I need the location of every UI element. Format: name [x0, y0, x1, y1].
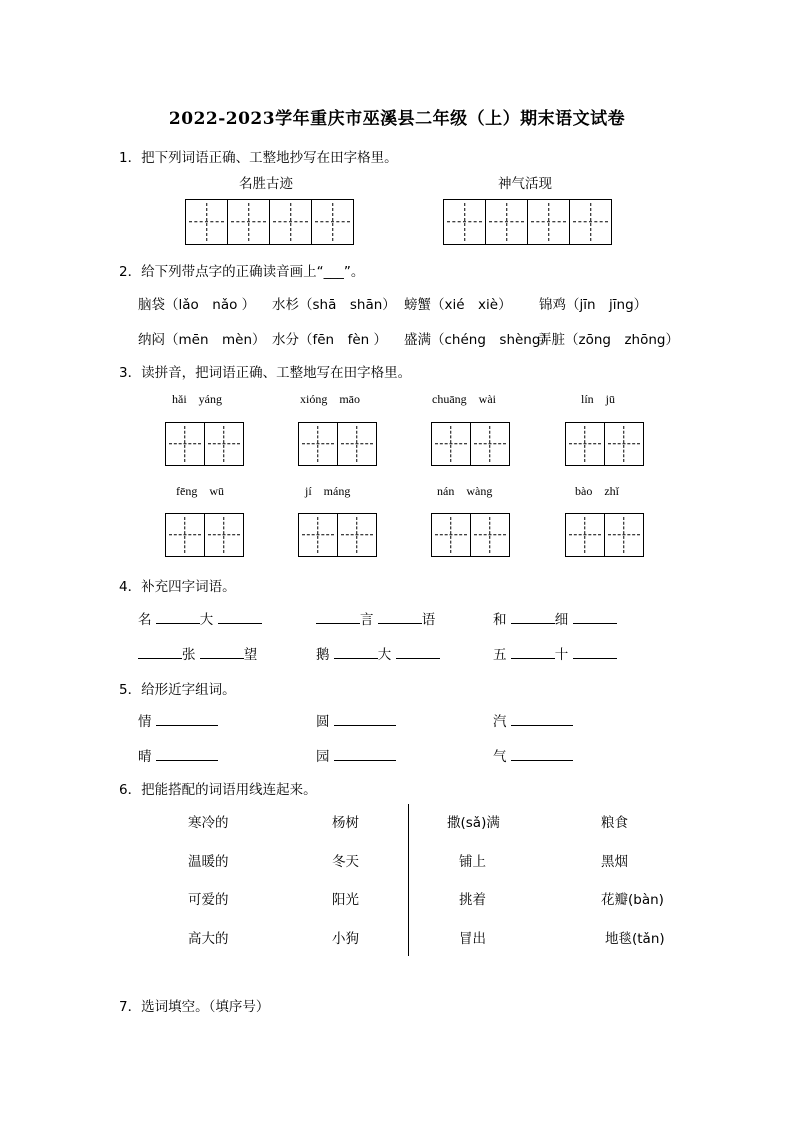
- q5-char-blank[interactable]: [138, 745, 218, 765]
- q4-idiom-blank[interactable]: [138, 608, 262, 628]
- q1-writing-grid-2[interactable]: [443, 199, 612, 245]
- question-5-prompt: 5．给形近字组词。: [119, 682, 236, 698]
- match-word[interactable]: 阳光: [332, 892, 359, 908]
- q3-pinyin: fēng wū: [176, 484, 224, 498]
- q1-writing-grid-1[interactable]: [185, 199, 354, 245]
- q2-item: 脑袋（lǎo nǎo ）: [138, 297, 256, 313]
- question-4-prompt: 4．补充四字词语。: [119, 579, 236, 595]
- q5-char-blank[interactable]: [138, 710, 218, 730]
- q5-char: 气: [493, 749, 507, 765]
- match-word[interactable]: 高大的: [188, 931, 229, 947]
- match-word[interactable]: 寒冷的: [188, 815, 229, 831]
- q5-char-blank[interactable]: [493, 745, 573, 765]
- q3-pinyin: chuāng wài: [432, 392, 496, 406]
- q3-pinyin: xióng māo: [300, 392, 360, 406]
- q2-item: 纳闷（mēn mèn）: [138, 332, 266, 348]
- match-word[interactable]: 挑着: [459, 892, 486, 908]
- match-word[interactable]: 黑烟: [601, 854, 628, 870]
- q3-writing-grid[interactable]: [298, 513, 377, 557]
- q4-char: 望: [243, 647, 258, 663]
- q4-idiom-blank[interactable]: [316, 608, 435, 628]
- q4-char: 和: [493, 612, 507, 628]
- q2-item: 锦鸡（jīn jīng）: [539, 297, 648, 313]
- q2-item: 弄脏（zōng zhōng）: [538, 332, 679, 348]
- q4-char: 五: [493, 647, 507, 663]
- q3-pinyin: lín jū: [581, 392, 616, 406]
- q4-char: 语: [421, 612, 436, 628]
- q4-idiom-blank[interactable]: [493, 643, 617, 663]
- match-word[interactable]: 冒出: [459, 931, 486, 947]
- q1-word-2: 神气活现: [498, 176, 552, 192]
- q2-item: 水杉（shā shān）: [272, 297, 396, 313]
- q4-idiom-blank[interactable]: [493, 608, 617, 628]
- q5-char: 圆: [316, 714, 330, 730]
- q5-char-blank[interactable]: [493, 710, 573, 730]
- q5-char: 情: [138, 714, 152, 730]
- page-title: 2022-2023学年重庆市巫溪县二年级（上）期末语文试卷: [168, 109, 626, 129]
- match-word[interactable]: 撒(sǎ)满: [447, 815, 500, 831]
- q3-writing-grid[interactable]: [431, 422, 510, 466]
- question-2-prompt: 2．给下列带点字的正确读音画上“___”。: [119, 264, 365, 280]
- match-word[interactable]: 杨树: [332, 815, 359, 831]
- q3-writing-grid[interactable]: [565, 422, 644, 466]
- q2-item: 水分（fēn fèn ）: [272, 332, 388, 348]
- q5-char: 园: [316, 749, 330, 765]
- q1-word-1: 名胜古迹: [239, 176, 293, 192]
- q4-char: 大: [377, 647, 392, 663]
- q3-pinyin: hǎi yáng: [172, 392, 222, 406]
- q4-char: 张: [182, 647, 196, 663]
- q2-item: 盛满（chéng shèng）: [404, 332, 554, 348]
- match-word[interactable]: 小狗: [332, 931, 359, 947]
- q4-char: 十: [554, 647, 569, 663]
- q2-item: 螃蟹（xié xiè）: [404, 297, 512, 313]
- q4-idiom-blank[interactable]: [138, 643, 257, 663]
- question-6-prompt: 6．把能搭配的词语用线连起来。: [119, 782, 317, 798]
- q4-idiom-blank[interactable]: [316, 643, 440, 663]
- q3-writing-grid[interactable]: [165, 422, 244, 466]
- q3-writing-grid[interactable]: [565, 513, 644, 557]
- q4-char: 名: [138, 612, 152, 628]
- q3-writing-grid[interactable]: [431, 513, 510, 557]
- match-word[interactable]: 温暖的: [188, 854, 229, 870]
- q4-char: 言: [360, 612, 374, 628]
- question-7-prompt: 7．选词填空。（填序号）: [119, 999, 270, 1015]
- match-word[interactable]: 地毯(tǎn): [605, 931, 665, 947]
- q4-char: 细: [554, 612, 569, 628]
- q3-writing-grid[interactable]: [298, 422, 377, 466]
- q3-pinyin: nán wàng: [437, 484, 493, 498]
- match-word[interactable]: 花瓣(bàn): [601, 892, 664, 908]
- match-word[interactable]: 粮食: [601, 815, 628, 831]
- column-divider: [408, 804, 409, 956]
- q5-char-blank[interactable]: [316, 710, 396, 730]
- q4-char: 鹅: [316, 647, 330, 663]
- q3-writing-grid[interactable]: [165, 513, 244, 557]
- question-3-prompt: 3．读拼音，把词语正确、工整地写在田字格里。: [119, 365, 412, 381]
- q5-char: 晴: [138, 749, 152, 765]
- q4-char: 大: [199, 612, 214, 628]
- match-word[interactable]: 冬天: [332, 854, 359, 870]
- question-1-prompt: 1．把下列词语正确、工整地抄写在田字格里。: [119, 150, 398, 166]
- q3-pinyin: bào zhǐ: [575, 484, 619, 498]
- q5-char: 汽: [493, 714, 507, 730]
- match-word[interactable]: 可爱的: [188, 892, 229, 908]
- q5-char-blank[interactable]: [316, 745, 396, 765]
- match-word[interactable]: 铺上: [459, 854, 486, 870]
- q3-pinyin: jí máng: [305, 484, 351, 498]
